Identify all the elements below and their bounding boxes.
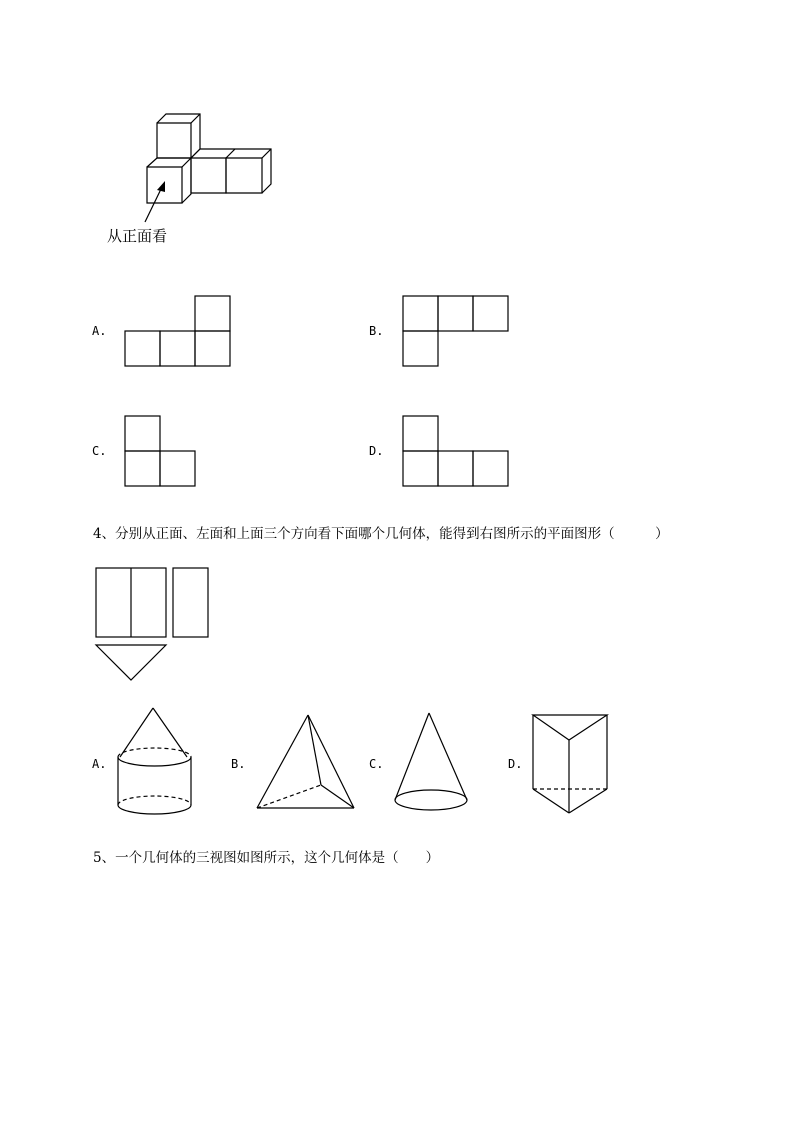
q3-option-c-figure (124, 415, 199, 487)
q4-option-b-label: B. (231, 757, 246, 771)
q4-option-d-label: D. (508, 757, 523, 771)
q3-option-a-figure (124, 295, 234, 367)
q3-option-d-figure (402, 415, 512, 487)
q3-option-b-label: B. (369, 324, 384, 338)
triangular-prism-figure (531, 712, 611, 817)
q3-option-c-label: C. (92, 444, 107, 458)
tetrahedron-figure (255, 712, 360, 812)
q3-option-b-figure (402, 295, 512, 367)
q3-option-d-label: D. (369, 444, 384, 458)
cone-on-cylinder-figure (115, 705, 195, 820)
q4-option-a-label: A. (92, 757, 107, 771)
cone-figure (393, 710, 473, 815)
question-5-text: 5、一个几何体的三视图如图所示，这个几何体是（ ） (93, 850, 440, 866)
q4-option-c-label: C. (369, 757, 384, 771)
view-direction-caption: 从正面看 (107, 227, 168, 245)
three-view-figure (95, 567, 215, 687)
q3-option-a-label: A. (92, 324, 107, 338)
question-4-text: 4、分别从正面、左面和上面三个方向看下面哪个几何体，能得到右图所示的平面图形（ ） (93, 526, 669, 542)
